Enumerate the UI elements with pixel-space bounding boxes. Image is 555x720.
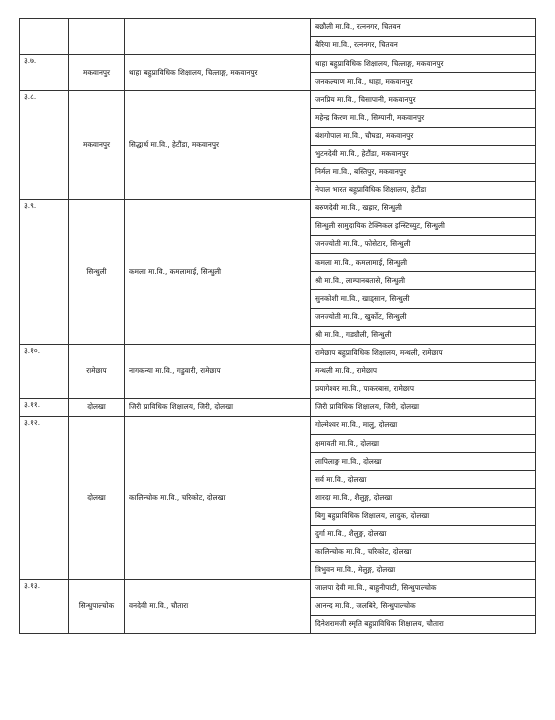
host-school-cell: कमला मा.वि., कमलामाई, सिन्धुली	[125, 199, 311, 344]
host-school-cell: नागकन्या मा.वि., गडुवारी, रामेछाप	[125, 344, 311, 398]
member-school-cell: श्री मा.वि., लाम्पानबतासे, सिन्धुली	[311, 272, 536, 290]
serial-number-cell: ३.११.	[20, 398, 69, 416]
host-school-cell: वनदेवी मा.वि., चौतारा	[125, 579, 311, 633]
member-school-cell: सिन्धुली सामुदायिक टेक्निकल इन्स्टिच्युट, सिन्धुली	[311, 218, 536, 236]
member-school-cell: आनन्द मा.वि., जलबिरे, सिन्धुपाल्चोक	[311, 598, 536, 616]
table-row	[20, 344, 536, 362]
table-row	[20, 398, 536, 416]
host-school-cell: सिद्धार्थ मा.वि., हेटौंडा, मकवानपुर	[125, 91, 311, 200]
serial-number-cell: ३.१०.	[20, 344, 69, 398]
member-school-cell: कमला मा.वि., कमलामाई, सिन्धुली	[311, 254, 536, 272]
serial-number-cell: ३.१२.	[20, 417, 69, 580]
member-school-cell: महेन्द्र किरण मा.वि., सिम्पानी, मकवानपुर	[311, 109, 536, 127]
table-row	[20, 91, 536, 109]
member-school-cell: लापिलाङ्ग मा.वि., दोलखा	[311, 453, 536, 471]
table-row	[20, 199, 536, 217]
member-school-cell: गोल्मेश्वर मा.वि., मालु, दोलखा	[311, 417, 536, 435]
table-row	[20, 417, 536, 435]
serial-number-cell: ३.१३.	[20, 579, 69, 633]
table-row	[20, 579, 536, 597]
member-school-cell: जिरी प्राविधिक शिक्षालय, जिरी, दोलखा	[311, 398, 536, 416]
member-school-cell: प्रयागेश्वर मा.वि., पाकरबास, रामेछाप	[311, 380, 536, 398]
member-school-cell: श्री मा.वि., गड्यौली, सिन्धुली	[311, 326, 536, 344]
member-school-cell: सर्व मा.वि., दोलखा	[311, 471, 536, 489]
district-cell: सिन्धुली	[69, 199, 125, 344]
serial-number-cell: ३.८.	[20, 91, 69, 200]
district-cell: दोलखा	[69, 417, 125, 580]
member-school-cell: दिनेशरामजी स्मृति बहुप्राविधिक शिक्षालय, चौतारा	[311, 616, 536, 634]
member-school-cell: क्षमावती मा.वि., दोलखा	[311, 435, 536, 453]
serial-number-cell: ३.९.	[20, 199, 69, 344]
district-cell: दोलखा	[69, 398, 125, 416]
member-school-cell: बछौली मा.वि., रत्ननगर, चितवन	[311, 19, 536, 37]
school-table	[19, 18, 536, 634]
table-row	[20, 19, 536, 37]
district-cell	[69, 19, 125, 55]
member-school-cell: निर्मल मा.वि., बस्तिपुर, मकवानपुर	[311, 163, 536, 181]
serial-number-cell	[20, 19, 69, 55]
district-cell: सिन्धुपाल्चोक	[69, 579, 125, 633]
member-school-cell: नेपाल भारत बहुप्राविधिक शिक्षालय, हेटौंडा	[311, 181, 536, 199]
member-school-cell: जनज्योती मा.वि., फोसेटार, सिन्धुली	[311, 236, 536, 254]
host-school-cell: कालिन्चोक मा.वि., चरिकोट, दोलखा	[125, 417, 311, 580]
member-school-cell: जनकल्याण मा.वि., थाहा, मकवानपुर	[311, 73, 536, 91]
host-school-cell	[125, 19, 311, 55]
district-cell: मकवानपुर	[69, 91, 125, 200]
member-school-cell: कालिन्चोक मा.वि., चरिकोट, दोलखा	[311, 543, 536, 561]
district-cell: रामेछाप	[69, 344, 125, 398]
member-school-cell: थाहा बहुप्राविधिक शिक्षालय, चित्लाङ्ग, मकवानपुर	[311, 55, 536, 73]
member-school-cell: दुर्गा मा.वि., शैलुङ्ग, दोलखा	[311, 525, 536, 543]
table-row	[20, 55, 536, 73]
member-school-cell: त्रिभुवन मा.वि., मेलुङ्ग, दोलखा	[311, 561, 536, 579]
member-school-cell: मन्थली मा.वि., रामेछाप	[311, 362, 536, 380]
member-school-cell: रामेछाप बहुप्राविधिक शिक्षालय, मन्थली, रामेछाप	[311, 344, 536, 362]
serial-number-cell: ३.७.	[20, 55, 69, 91]
district-cell: मकवानपुर	[69, 55, 125, 91]
member-school-cell: जालपा देवी मा.वि., बाहुनीपाटी, सिन्धुपाल्चोक	[311, 579, 536, 597]
member-school-cell: जनज्योती मा.वि., खुर्कोट, सिन्धुली	[311, 308, 536, 326]
host-school-cell: थाहा बहुप्राविधिक शिक्षालय, चित्लाङ्ग, मकवानपुर	[125, 55, 311, 91]
member-school-cell: शारदा मा.वि., शैलुङ्ग, दोलखा	[311, 489, 536, 507]
member-school-cell: बिगु बहुप्राविधिक शिक्षालय, लादुक, दोलखा	[311, 507, 536, 525]
member-school-cell: जनप्रिय मा.वि., चिसापानी, मकवानपुर	[311, 91, 536, 109]
member-school-cell: भुटनदेवी मा.वि., हेटौंडा, मकवानपुर	[311, 145, 536, 163]
member-school-cell: बरुणदेवी मा.वि., खह्रार, सिन्धुली	[311, 199, 536, 217]
member-school-cell: बैरिया मा.वि., रत्ननगर, चितवन	[311, 37, 536, 55]
host-school-cell: जिरी प्राविधिक शिक्षालय, जिरी, दोलखा	[125, 398, 311, 416]
member-school-cell: बंशगोपाल मा.वि., चौघडा, मकवानपुर	[311, 127, 536, 145]
member-school-cell: सुनकोशी मा.वि., खाड्सान, सिन्धुली	[311, 290, 536, 308]
